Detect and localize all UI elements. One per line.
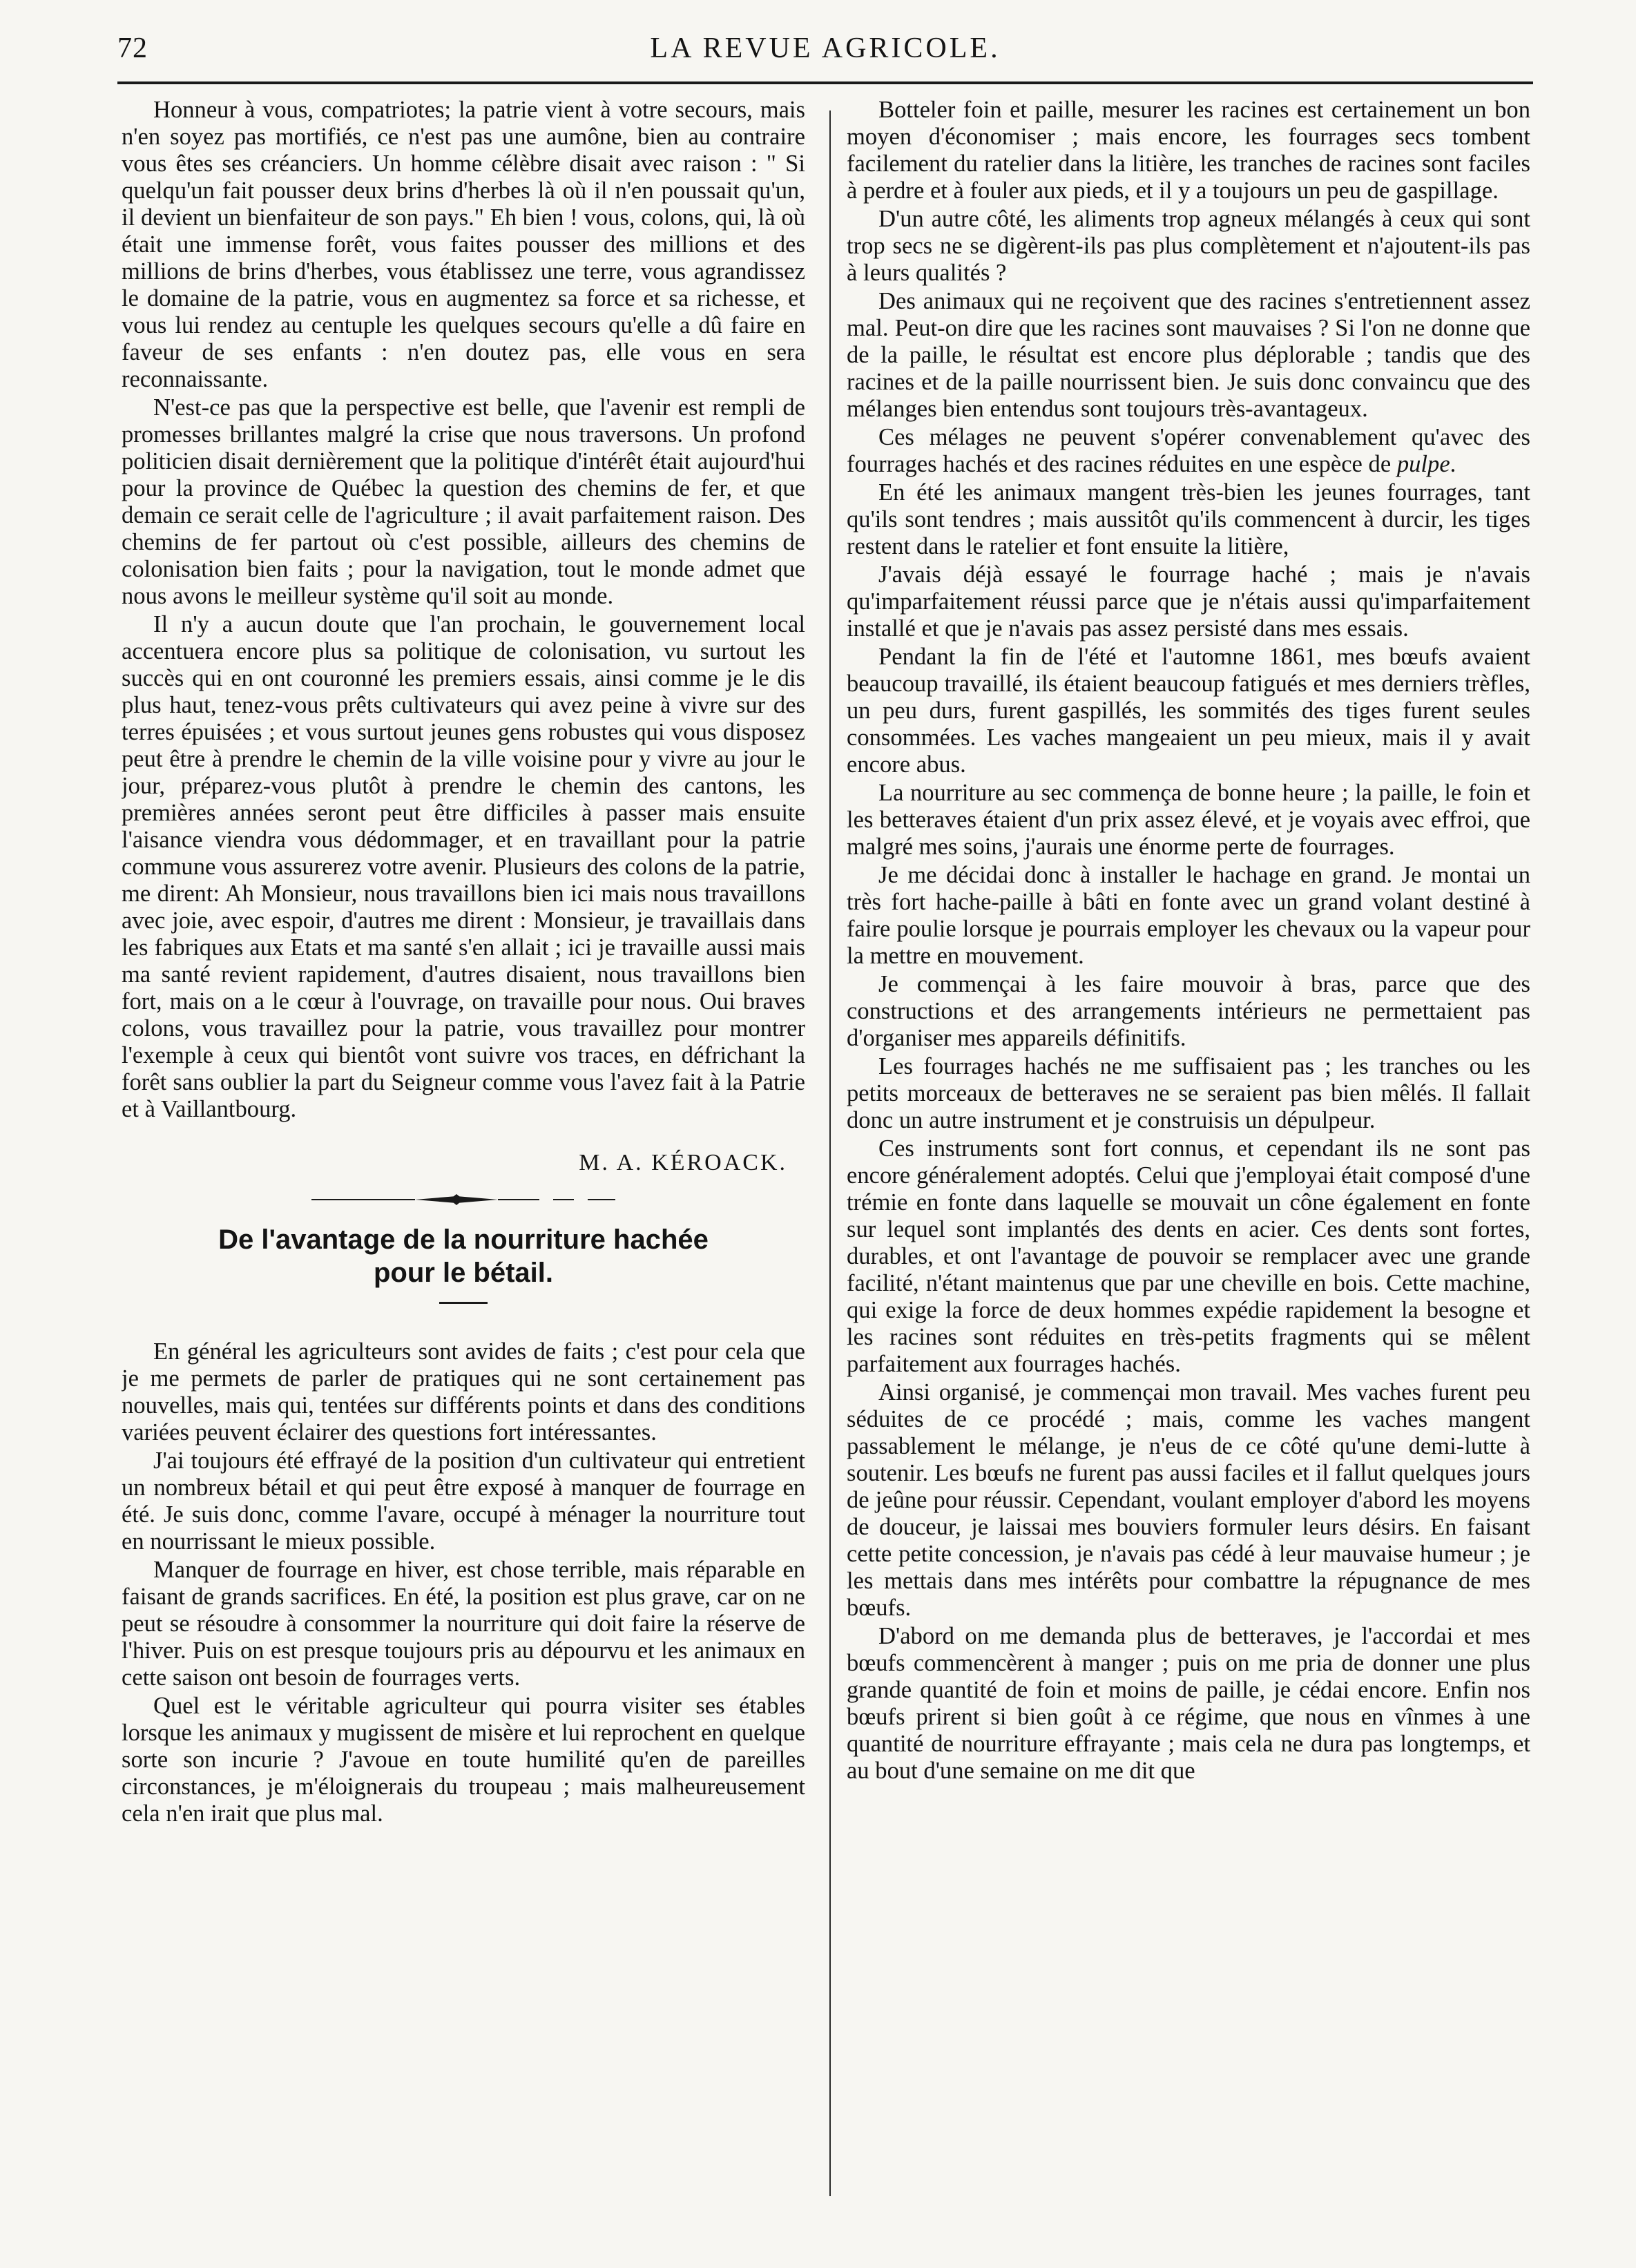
running-title: LA REVUE AGRICOLE. bbox=[650, 32, 1001, 64]
paragraph-text: Ces mélages ne peuvent s'opérer convenablement qu'avec des fourrages hachés et des racines réduites en une espèce de bbox=[847, 424, 1530, 477]
paragraph: En été les animaux mangent très-bien les jeunes fourrages, tant qu'ils sont tendres ; mais aussitôt qu'ils commencent à durcir, les tiges restent dans le ratelier et font ensuite la litière, bbox=[847, 479, 1530, 559]
column-divider bbox=[829, 110, 831, 2196]
article-title-line: pour le bétail. bbox=[373, 1258, 554, 1288]
page-header bbox=[117, 28, 1533, 66]
paragraph-end: . bbox=[1450, 451, 1456, 477]
paragraph: Ces instruments sont fort connus, et cependant ils ne sont pas encore généralement adoptés. Celui que j'employai était composé d'une trémie en fonte dans laquelle se mouvait un cône également en fonte sur lequel sont implantés des dents en acier. Ces dents sont fortes, durables, et ont l'avantage de pouvoir se remplacer avec une grande facilité, n'étant maintenus que par une cheville en bois. Cette machine, qui exige la force de deux hommes expédie rapidement la besogne et les racines sont réduites en très-petits fragments qui se mêlent parfaitement aux fourrages hachés. bbox=[847, 1135, 1530, 1377]
paragraph: Botteler foin et paille, mesurer les racines est certainement un bon moyen d'économiser ; mais encore, les fourrages secs tombent facilement du ratelier dans la litière, les tranches de racines sont faciles à perdre et à fouler aux pieds, et il y a toujours un peu de gaspillage. bbox=[847, 97, 1530, 204]
paragraph: N'est-ce pas que la perspective est belle, que l'avenir est rempli de promesses brillantes malgré la crise que nous traversons. Un profond politicien disait dernièrement que la politique d'intérêt était aujourd'hui pour la province de Québec la question des chemins de fer, et que demain ce serait celle de l'agriculture ; il avait parfaitement raison. Des chemins de fer partout où c'est possible, ailleurs des chemins de colonisation bien faits ; pour la navigation, tout le monde admet que nous avons le meilleur système qu'il soit au monde. bbox=[122, 394, 805, 609]
paragraph: Honneur à vous, compatriotes; la patrie vient à votre secours, mais n'en soyez pas mortifiés, ce n'est pas une aumône, bien au contraire vous êtes ses créanciers. Un homme célèbre disait avec raison : " Si quelqu'un fait pousser deux brins d'herbes là où il n'en poussait qu'un, il devient un bienfaiteur de son pays." Eh bien ! vous, colons, qui, là où était une immense forêt, vous faites pousser des millions et des millions de brins d'herbes, vous établissez une terre, vous agrandissez le domaine de la patrie, vous en augmentez sa force et sa richesse, et vous lui rendez au centuple les quelques secours qu'elle a dû faire en faveur de ses enfants : n'en doutez pas, elle vous en sera reconnaissante. bbox=[122, 97, 805, 392]
paragraph: Ainsi organisé, je commençai mon travail. Mes vaches furent peu séduites de ce procédé ; mais, comme les vaches mangent passablement le mélange, je n'eus de ce côté qu'une demi-lutte à soutenir. Les bœufs ne furent pas aussi faciles et il fallut quelques jours de jeûne pour réussir. Cependant, voulant employer d'abord les moyens de douceur, je laissai mes bouviers formuler leurs désirs. En faisant cette petite concession, je n'avais pas cédé à leur mauvaise humeur ; je les mettais dans mes intérêts pour combattre la répugnance de mes bœufs. bbox=[847, 1379, 1530, 1621]
paragraph: En général les agriculteurs sont avides de faits ; c'est pour cela que je me permets de parler de pratiques qui ne sont certainement pas nouvelles, mais qui, tentées sur différents points et dans des conditions variées peuvent éclairer des questions fort intéressantes. bbox=[122, 1338, 805, 1445]
author-signature: M. A. KÉROACK. bbox=[579, 1150, 787, 1175]
paragraph: Des animaux qui ne reçoivent que des racines s'entretiennent assez mal. Peut-on dire que les racines sont mauvaises ? Si l'on ne donne que de la paille, le résultat est encore plus déplorable ; tandis que des racines et de la paille nourrissent bien. Je suis donc convaincu que des mélanges bien entendus sont toujours très-avantageux. bbox=[847, 288, 1530, 422]
paragraph: Pendant la fin de l'été et l'automne 1861, mes bœufs avaient beaucoup travaillé, ils étaient beaucoup fatigués et mes derniers trèfles, un peu durs, furent gaspillés, les sommités des tiges furent seules consommées. Les vaches mangeaient un peu mieux, mais il y avait encore abus. bbox=[847, 644, 1530, 778]
paragraph: Les fourrages hachés ne me suffisaient pas ; les tranches ou les petits morceaux de betteraves ne se seraient pas bien mêlés. Il fallait donc un autre instrument et je construisis un dépulpeur. bbox=[847, 1053, 1530, 1133]
paragraph: Je commençai à les faire mouvoir à bras, parce que des constructions et des arrangements intérieurs ne permettaient pas d'organiser mes appareils définitifs. bbox=[847, 971, 1530, 1051]
paragraph: La nourriture au sec commença de bonne heure ; la paille, le foin et les betteraves étaient d'un prix assez élevé, et je voyais avec effroi, que malgré mes soins, j'aurais une énorme perte de fourrages. bbox=[847, 780, 1530, 860]
right-column bbox=[847, 97, 1530, 2224]
paragraph: J'ai toujours été effrayé de la position d'un cultivateur qui entretient un nombreux bétail et qui peut être exposé à manquer de fourrage en été. Je suis donc, comme l'avare, occupé à ménager la nourriture tout en nourrissant le mieux possible. bbox=[122, 1448, 805, 1555]
section-ornament bbox=[311, 1193, 615, 1207]
page-number: 72 bbox=[117, 32, 148, 64]
paragraph: D'un autre côté, les aliments trop agneux mélangés à ceux qui sont trop secs ne se digèrent-ils pas plus complètement et n'ajoutent-ils pas à leurs qualités ? bbox=[847, 206, 1530, 286]
paragraph: Je me décidai donc à installer le hachage en grand. Je montai un très fort hache-paille à bâti en fonte avec un grand volant destiné à faire poulie lorsque je pourrais employer les chevaux ou la vapeur pour la mettre en mouvement. bbox=[847, 862, 1530, 969]
article-title-line: De l'avantage de la nourriture hachée bbox=[218, 1224, 709, 1255]
paragraph: J'avais déjà essayé le fourrage haché ; mais je n'avais qu'imparfaitement réussi parce que je n'étais aussi qu'imparfaitement installé et que je n'avais pas assez persisté dans mes essais. bbox=[847, 561, 1530, 642]
article-title bbox=[122, 1223, 805, 1289]
title-rule bbox=[439, 1302, 488, 1304]
paragraph: Quel est le véritable agriculteur qui pourra visiter ses étables lorsque les animaux y mugissent de misère et lui reprochent en quelque sorte son incurie ? J'avoue en toute humilité qu'en de pareilles circonstances, je m'éloignerais du troupeau ; mais malheureusement cela n'en irait que plus mal. bbox=[122, 1693, 805, 1827]
paragraph bbox=[847, 424, 1530, 478]
left-column bbox=[122, 97, 805, 2224]
paragraph: D'abord on me demanda plus de betteraves, je l'accordai et mes bœufs commencèrent à manger ; puis on me pria de donner une plus grande quantité de foin et moins de paille, je cédai encore. Enfin nos bœufs prirent si bien goût à ce régime, que nous en vînmes à une quantité de nourriture effrayante ; mais cela ne dura pas longtemps, et au bout d'une semaine on me dit que bbox=[847, 1623, 1530, 1784]
paragraph: Manquer de fourrage en hiver, est chose terrible, mais réparable en faisant de grands sacrifices. En été, la position est plus grave, car on ne peut se résoudre à consommer la nourriture qui doit faire la réserve de l'hiver. Puis on est presque toujours pris au dépourvu et les animaux en cette saison ont besoin de fourrages verts. bbox=[122, 1557, 805, 1691]
header-rule bbox=[117, 81, 1533, 84]
italic-word: pulpe bbox=[1396, 451, 1450, 477]
paragraph: Il n'y a aucun doute que l'an prochain, le gouvernement local accentuera encore plus sa politique de colonisation, vu surtout les succès qui en ont couronné les premiers essais, ainsi comme je le dis plus haut, tenez-vous prêts cultivateurs qui avez peine à vivre sur des terres épuisées ; et vous surtout jeunes gens robustes qui vous disposez peut être à prendre le chemin de la ville voisine pour y vivre au jour le jour, préparez-vous plutôt à prendre le chemin des cantons, les premières années seront peut être difficiles à passer mais ensuite l'aisance viendra vous dédommager, et en travaillant pour la patrie commune vous assurerez votre avenir. Plusieurs des colons de la patrie, me dirent: Ah Monsieur, nous travaillons bien ici mais nous travaillons avec joie, avec espoir, d'autres me dirent : Monsieur, je travaillais dans les fabriques aux Etats et ma santé s'en allait ; ici je travaille aussi mais ma santé revient rapidement, d'autres disaient, nous travaillons bien fort, mais on a le cœur à l'ouvrage, on travaille pour nous. Oui braves colons, vous travaillez pour la patrie, vous travaillez pour montrer l'exemple à ceux qui bientôt vont suivre vos traces, en défrichant la forêt sans oublier la part du Seigneur comme vous l'avez fait à la Patrie et à Vaillantbourg. bbox=[122, 611, 805, 1122]
